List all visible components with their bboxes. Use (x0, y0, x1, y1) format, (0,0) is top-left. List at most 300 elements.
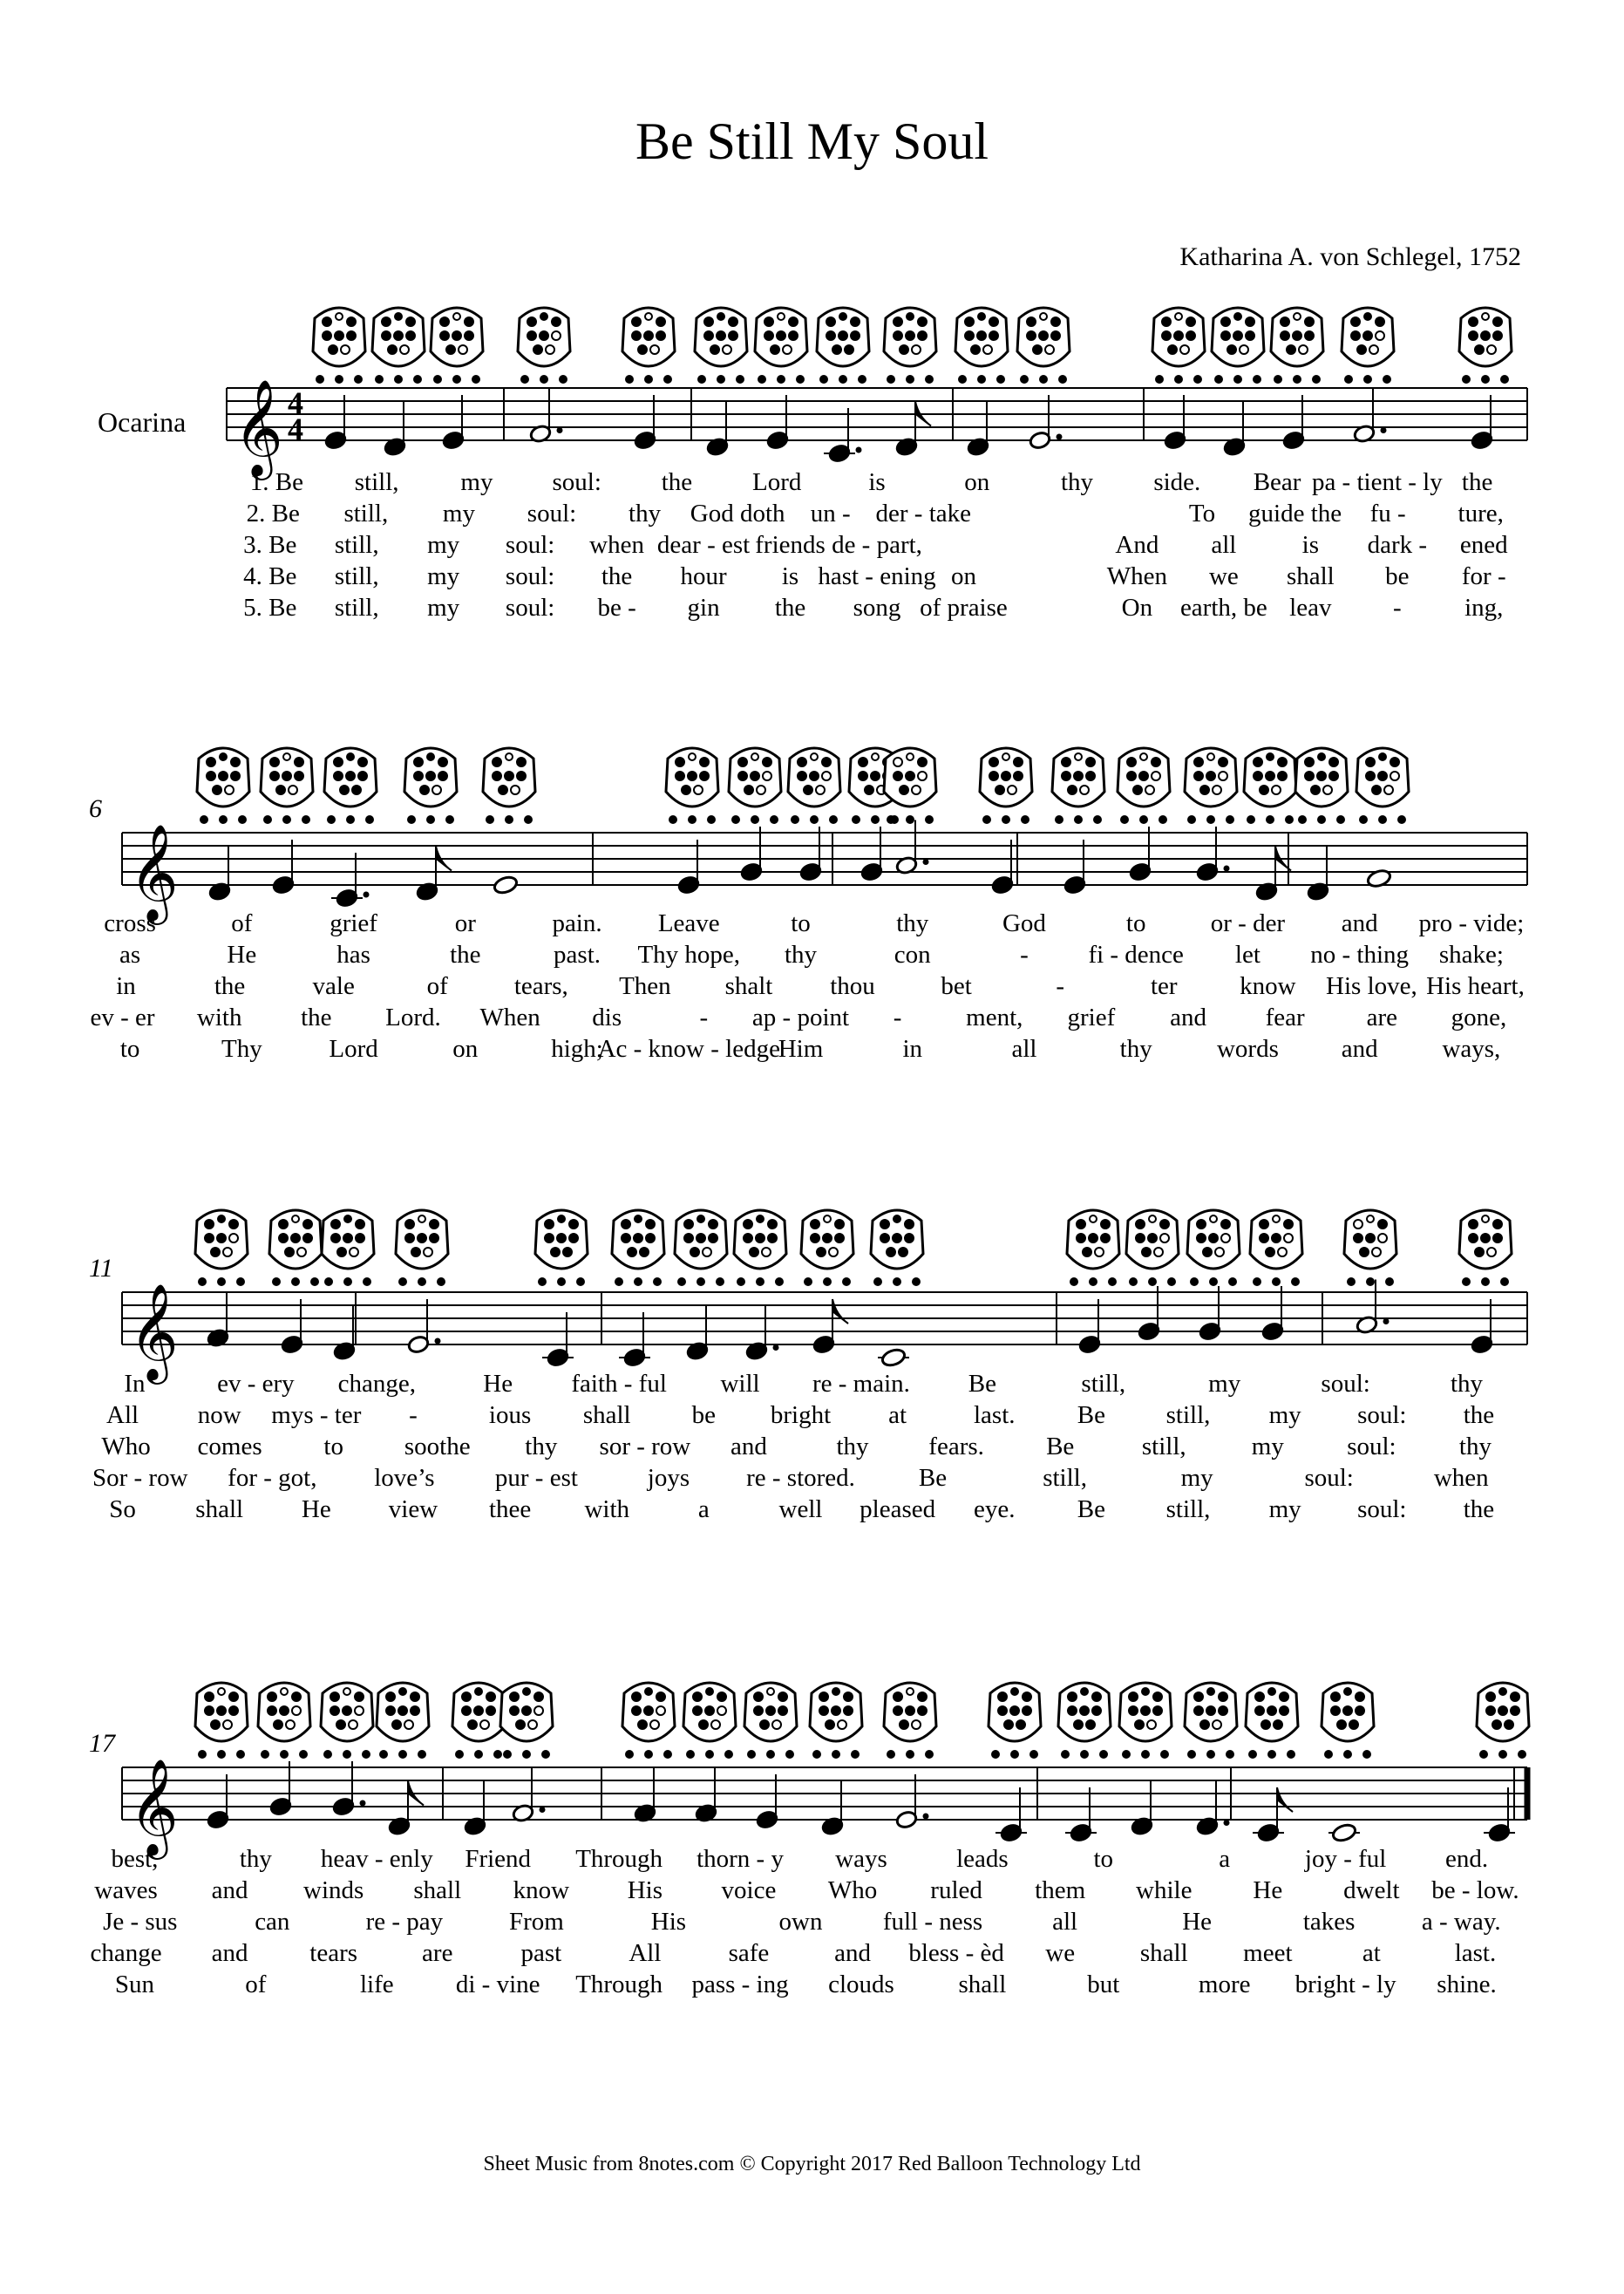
augmentation-dot (923, 859, 929, 865)
lyric-syllable: side. (1153, 468, 1201, 496)
lyric-syllable: gone, (1451, 1004, 1507, 1031)
ocarina-hole (1273, 1215, 1280, 1222)
lyric-syllable: heav - enly (320, 1845, 433, 1873)
ocarina-hole (493, 772, 501, 780)
ocarina-thumb-hole (1120, 815, 1129, 824)
ocarina-hole (1136, 1220, 1145, 1229)
lyric-syllable: thy (1451, 1370, 1484, 1398)
lyric-syllable: the (774, 594, 806, 622)
lyric-syllable: well (778, 1495, 823, 1523)
ocarina-thumb-hole (299, 1750, 308, 1759)
lyric-syllable: ev - er (90, 1004, 155, 1031)
ocarina-hole (343, 1688, 350, 1695)
ocarina-thumb-hole (198, 1277, 207, 1286)
lyric-syllable: thou (830, 972, 875, 1000)
ocarina-hole (838, 1720, 846, 1729)
ocarina-thumb-hole (1481, 1277, 1490, 1286)
ocarina-hole (1209, 1234, 1218, 1242)
ocarina-hole (1008, 786, 1016, 794)
lyric-syllable: hour (680, 562, 727, 590)
ocarina-fingering-icon (1067, 1210, 1119, 1286)
ocarina-thumb-hole (634, 1277, 642, 1286)
lyric-syllable: is (781, 562, 799, 590)
ocarina-hole (1311, 786, 1320, 794)
ocarina-hole (1194, 1692, 1203, 1701)
lyric-syllable: thy (1119, 1035, 1152, 1063)
ocarina-hole (1194, 1706, 1203, 1715)
ocarina-hole (1213, 786, 1221, 794)
ocarina-hole (229, 1234, 238, 1242)
ocarina-hole (1254, 758, 1262, 766)
ocarina-thumb-hole (236, 1277, 245, 1286)
ocarina-hole (844, 1692, 853, 1701)
note-head (880, 1347, 907, 1368)
lyric-syllable: cross (104, 909, 156, 937)
ocarina-hole (1266, 1248, 1274, 1256)
ocarina-hole (709, 1234, 717, 1242)
lyric-syllable: ways, (1442, 1035, 1501, 1063)
ocarina-fingering-icon (871, 1210, 923, 1286)
ocarina-thumb-hole (363, 1277, 371, 1286)
ocarina-hole (331, 1234, 340, 1242)
lyric-syllable: gin (687, 594, 720, 622)
ocarina-thumb-hole (893, 1277, 901, 1286)
ocarina-hole (1077, 1220, 1085, 1229)
ocarina-hole (638, 1720, 647, 1729)
lyric-syllable: be - low. (1431, 1876, 1519, 1904)
lyric-syllable: of (231, 909, 253, 937)
ocarina-fingering-icon (269, 1210, 322, 1286)
lyric-syllable: soul: (527, 500, 577, 528)
ocarina-hole (225, 786, 234, 794)
ocarina-hole (1219, 1692, 1227, 1701)
ocarina-hole (1062, 772, 1070, 780)
ocarina-thumb-hole (1500, 1277, 1509, 1286)
ocarina-hole (1379, 753, 1386, 760)
ocarina-hole (772, 1720, 781, 1729)
ocarina-thumb-hole (686, 1750, 695, 1759)
lyric-syllable: He (1253, 1876, 1283, 1904)
ocarina-hole (811, 1234, 819, 1242)
lyric-syllable: is (868, 468, 886, 496)
ocarina-hole (1154, 1248, 1163, 1256)
ocarina-hole (1372, 786, 1381, 794)
ocarina-hole (1305, 772, 1314, 780)
ocarina-hole (1367, 1215, 1374, 1222)
lyric-syllable: still, (1165, 1401, 1211, 1429)
ocarina-hole (213, 786, 221, 794)
ocarina-hole (1366, 772, 1375, 780)
lyric-syllable: thy (629, 500, 662, 528)
ocarina-hole (756, 1234, 764, 1242)
ocarina-thumb-hole (887, 815, 895, 824)
ocarina-hole (918, 1692, 927, 1701)
ocarina-thumb-hole (1206, 815, 1215, 824)
ocarina-hole (438, 758, 447, 766)
lyric-syllable: at (1362, 1939, 1381, 1967)
lyric-syllable: thy (239, 1845, 272, 1873)
ocarina-hole (1272, 1234, 1281, 1242)
ocarina-hole (219, 772, 228, 780)
ocarina-thumb-hole (398, 1277, 407, 1286)
ocarina-hole (1505, 1720, 1513, 1729)
ocarina-thumb-hole (724, 1750, 733, 1759)
ocarina-hole (894, 758, 902, 766)
ocarina-fingering-icon (1118, 748, 1170, 824)
lyric-syllable: faith - ful (571, 1370, 667, 1398)
ocarina-hole (1356, 1706, 1364, 1715)
ocarina-thumb-hole (219, 815, 228, 824)
ocarina-hole (303, 1234, 312, 1242)
eighth-flag (832, 1299, 848, 1324)
ocarina-hole (1080, 786, 1089, 794)
ocarina-hole (676, 772, 684, 780)
ocarina-hole (1366, 1234, 1375, 1242)
ocarina-hole (717, 1706, 726, 1715)
ocarina-hole (768, 1234, 777, 1242)
ocarina-hole (632, 1706, 641, 1715)
ocarina-hole (684, 1220, 693, 1229)
lyric-syllable: comes (197, 1433, 262, 1460)
lyric-syllable: the (1463, 1495, 1495, 1523)
ocarina-hole (386, 1692, 395, 1701)
lyric-syllable: last. (974, 1401, 1016, 1429)
ocarina-thumb-hole (324, 1277, 333, 1286)
lyric-syllable: leav (1289, 594, 1332, 622)
lyric-syllable: thy (1061, 468, 1094, 496)
lyric-syllable: and (1170, 1004, 1206, 1031)
ocarina-fingering-icon (1322, 1683, 1374, 1759)
lyric-syllable: Through (575, 1971, 663, 1998)
ocarina-thumb-hole (418, 1750, 426, 1759)
ocarina-hole (468, 1720, 477, 1729)
ocarina-hole (1002, 753, 1009, 760)
ocarina-hole (517, 772, 526, 780)
ocarina-thumb-hole (829, 815, 838, 824)
lyric-syllable: past. (554, 941, 601, 969)
ocarina-thumb-hole (1209, 1277, 1218, 1286)
augmentation-dot (435, 1338, 441, 1344)
ocarina-hole (778, 1692, 787, 1701)
ocarina-hole (907, 753, 914, 760)
ocarina-hole (411, 1706, 419, 1715)
lyric-syllable: or - der (1210, 909, 1286, 937)
ocarina-thumb-hole (1206, 1750, 1215, 1759)
ocarina-hole (405, 1220, 414, 1229)
ocarina-thumb-hole (812, 1750, 821, 1759)
ocarina-hole (414, 772, 423, 780)
ocarina-hole (480, 1720, 489, 1729)
ocarina-hole (1207, 1688, 1214, 1695)
ocarina-hole (778, 1706, 787, 1715)
ocarina-hole (859, 772, 867, 780)
ocarina-hole (1486, 1706, 1495, 1715)
ocarina-hole (646, 1234, 655, 1242)
ocarina-hole (426, 772, 435, 780)
lyric-syllable: the (450, 941, 481, 969)
ocarina-thumb-hole (437, 1277, 445, 1286)
ocarina-fingering-icon (195, 1210, 248, 1286)
lyric-syllable: dwelt (1343, 1876, 1400, 1904)
ocarina-thumb-hole (1359, 815, 1368, 824)
ocarina-thumb-hole (615, 1277, 623, 1286)
ocarina-hole (295, 758, 303, 766)
lyric-syllable: the (301, 1004, 332, 1031)
ocarina-thumb-hole (707, 815, 716, 824)
ocarina-hole (1492, 1720, 1501, 1729)
ocarina-hole (690, 1248, 699, 1256)
lyric-syllable: To (1188, 500, 1216, 528)
ocarina-hole (635, 1215, 642, 1222)
lyric-syllable: as (119, 941, 141, 969)
ocarina-hole (220, 753, 227, 760)
ocarina-hole (835, 1234, 844, 1242)
ocarina-hole (350, 1248, 358, 1256)
ocarina-hole (1469, 1234, 1478, 1242)
lyric-syllable: at (888, 1401, 907, 1429)
ocarina-fingering-icon (1459, 1210, 1512, 1286)
ocarina-hole (1366, 758, 1375, 766)
ocarina-hole (297, 1248, 306, 1256)
augmentation-dot (540, 1807, 546, 1813)
ocarina-hole (1194, 758, 1203, 766)
ocarina-thumb-hole (541, 1750, 550, 1759)
ocarina-hole (865, 786, 873, 794)
ocarina-hole (405, 1234, 414, 1242)
ocarina-hole (510, 1692, 519, 1701)
lyric-syllable: thy (1458, 1433, 1491, 1460)
ocarina-thumb-hole (217, 1277, 226, 1286)
ocarina-hole (528, 1720, 537, 1729)
ocarina-thumb-hole (1336, 815, 1345, 824)
ocarina-hole (1278, 758, 1287, 766)
ocarina-hole (1129, 1692, 1138, 1701)
ocarina-hole (688, 772, 696, 780)
ocarina-hole (907, 1688, 914, 1695)
ocarina-thumb-hole (343, 1750, 351, 1759)
ocarina-hole (475, 1688, 482, 1695)
lyric-syllable: Leave (657, 909, 720, 937)
ocarina-hole (1077, 1234, 1085, 1242)
lyric-syllable: He (301, 1495, 331, 1523)
lyric-syllable: can (255, 1908, 290, 1936)
lyric-syllable: now (197, 1401, 241, 1429)
ocarina-fingering-icon (666, 748, 718, 824)
ocarina-hole (1127, 772, 1136, 780)
lyric-syllable: change (90, 1939, 162, 1967)
ocarina-hole (486, 1706, 495, 1715)
ocarina-thumb-hole (1070, 1277, 1078, 1286)
ocarina-thumb-hole (906, 1750, 914, 1759)
ocarina-hole (822, 772, 831, 780)
lyric-syllable: shall (958, 1971, 1007, 1998)
ocarina-hole (989, 758, 998, 766)
lyric-syllable: on (964, 468, 990, 496)
ocarina-hole (1080, 1706, 1089, 1715)
ocarina-thumb-hole (1002, 815, 1010, 824)
lyric-syllable: 4. Be (243, 562, 297, 590)
ocarina-hole (505, 772, 513, 780)
ocarina-hole (411, 1248, 420, 1256)
ocarina-hole (276, 786, 285, 794)
ocarina-fingering-icon (1250, 1210, 1302, 1286)
ocarina-thumb-hole (1167, 1277, 1176, 1286)
ocarina-hole (279, 1220, 288, 1229)
ocarina-hole (824, 1215, 831, 1222)
ocarina-thumb-hole (282, 815, 291, 824)
ocarina-hole (343, 1706, 351, 1715)
ocarina-hole (1023, 1692, 1031, 1701)
note-head (1331, 1822, 1357, 1843)
lyric-syllable: still, (334, 594, 379, 622)
lyric-syllable: Lord (752, 468, 802, 496)
lyric-syllable: vale (312, 972, 355, 1000)
lyric-syllable: soul: (1357, 1495, 1407, 1523)
lyric-syllable: no - thing (1310, 941, 1410, 969)
lyric-syllable: voice (721, 1876, 777, 1904)
lyric-syllable: der - take (875, 500, 972, 528)
ocarina-hole (811, 1220, 819, 1229)
ocarina-hole (1481, 1234, 1490, 1242)
ocarina-thumb-hole (669, 815, 677, 824)
lyric-syllable: ruled (930, 1876, 982, 1904)
ocarina-hole (894, 1215, 900, 1222)
ocarina-hole (750, 1248, 758, 1256)
lyric-syllable: song (853, 594, 901, 622)
ocarina-hole (493, 758, 501, 766)
ocarina-thumb-hole (653, 1277, 662, 1286)
ocarina-fingering-icon (483, 748, 535, 824)
lyric-syllable: All (106, 1401, 139, 1429)
ocarina-thumb-hole (751, 815, 759, 824)
ocarina-hole (223, 1720, 232, 1729)
lyric-syllable: All (629, 1939, 662, 1967)
ocarina-hole (217, 1706, 226, 1715)
ocarina-thumb-hole (524, 815, 533, 824)
ocarina-thumb-hole (346, 815, 355, 824)
lyric-syllable: Lord (329, 1035, 378, 1063)
ocarina-hole (231, 758, 240, 766)
ocarina-fingering-icon (1246, 1683, 1298, 1759)
ocarina-thumb-hole (1089, 1277, 1097, 1286)
ocarina-hole (217, 1234, 226, 1242)
lyric-syllable: pa - tient - ly (1311, 468, 1443, 496)
ocarina-thumb-hole (486, 815, 494, 824)
ocarina-hole (694, 786, 703, 794)
ocarina-hole (700, 758, 709, 766)
ocarina-thumb-hole (887, 1750, 895, 1759)
ocarina-hole (418, 1215, 425, 1222)
ocarina-hole (1086, 1720, 1095, 1729)
ocarina-thumb-hole (1498, 1750, 1507, 1759)
ocarina-hole (1194, 772, 1203, 780)
lyric-syllable: my (1208, 1370, 1241, 1398)
ocarina-thumb-hole (1141, 1750, 1150, 1759)
ocarina-hole (699, 1720, 708, 1729)
ocarina-hole (1092, 1706, 1101, 1715)
augmentation-dot (1383, 1318, 1390, 1324)
lyric-syllable: pain. (552, 909, 602, 937)
ocarina-hole (656, 1706, 665, 1715)
ocarina-hole (1152, 758, 1160, 766)
ocarina-hole (744, 1234, 752, 1242)
lyric-syllable: Ac - know - ledge (597, 1035, 780, 1063)
ocarina-fingering-icon (500, 1683, 553, 1759)
lyric-syllable: high; (551, 1035, 603, 1063)
ocarina-hole (343, 1234, 352, 1242)
ocarina-hole (411, 1692, 419, 1701)
lyric-syllable: let (1234, 941, 1260, 969)
ocarina-hole (1145, 786, 1154, 794)
lyric-syllable: is (1301, 531, 1320, 559)
lyric-syllable: soul: (505, 562, 555, 590)
ocarina-thumb-hole (625, 1750, 634, 1759)
lyric-syllable: de - part, (832, 531, 922, 559)
lyric-syllable: shalt (724, 972, 773, 1000)
ocarina-hole (738, 772, 747, 780)
ocarina-hole (995, 786, 1004, 794)
ocarina-hole (1278, 1248, 1287, 1256)
ocarina-fingering-icon (810, 1683, 862, 1759)
ocarina-hole (386, 1706, 395, 1715)
ocarina-hole (918, 758, 927, 766)
lyric-syllable: 1. Be (249, 468, 303, 496)
lyric-syllable: ing, (1464, 594, 1504, 622)
lyric-syllable: ious (488, 1401, 532, 1429)
ocarina-fingering-icon (321, 1683, 373, 1759)
ocarina-hole (274, 1720, 282, 1729)
lyric-syllable: my (1251, 1433, 1284, 1460)
lyric-syllable: Lord. (385, 1004, 441, 1031)
lyric-syllable: pass - ing (691, 1971, 789, 1998)
ocarina-hole (1141, 1706, 1150, 1715)
ocarina-hole (347, 753, 354, 760)
lyric-syllable: His (650, 1908, 687, 1936)
ocarina-fingering-icon (396, 1210, 448, 1286)
ocarina-hole (1318, 753, 1325, 760)
ocarina-hole (912, 786, 921, 794)
ocarina-hole (205, 1234, 214, 1242)
ocarina-hole (816, 786, 825, 794)
ocarina-hole (1219, 772, 1227, 780)
ocarina-thumb-hole (906, 815, 914, 824)
ocarina-hole (1074, 1720, 1083, 1729)
lyric-syllable: fi - dence (1088, 941, 1184, 969)
ocarina-hole (705, 1706, 714, 1715)
lyric-syllable: friends (755, 531, 826, 559)
lyric-syllable: bet (941, 972, 972, 1000)
ocarina-hole (223, 1248, 232, 1256)
ocarina-thumb-hole (1074, 815, 1083, 824)
lyric-syllable: change, (337, 1370, 416, 1398)
ocarina-thumb-hole (310, 1277, 319, 1286)
ocarina-hole (270, 772, 279, 780)
ocarina-thumb-hole (1347, 1277, 1356, 1286)
ocarina-hole (894, 1706, 902, 1715)
lyric-syllable: be (691, 1401, 717, 1429)
lyric-syllable: Who (827, 1876, 878, 1904)
measure-number: 17 (89, 1729, 115, 1758)
ocarina-thumb-hole (557, 1277, 566, 1286)
ocarina-hole (1372, 1248, 1381, 1256)
lyric-syllable: un - (810, 500, 851, 528)
ocarina-thumb-hole (991, 1750, 1000, 1759)
ocarina-hole (205, 1706, 214, 1715)
lyric-syllable: shall (1286, 562, 1335, 590)
ocarina-thumb-hole (522, 1750, 531, 1759)
ocarina-hole (414, 758, 423, 766)
ocarina-hole (684, 1234, 693, 1242)
